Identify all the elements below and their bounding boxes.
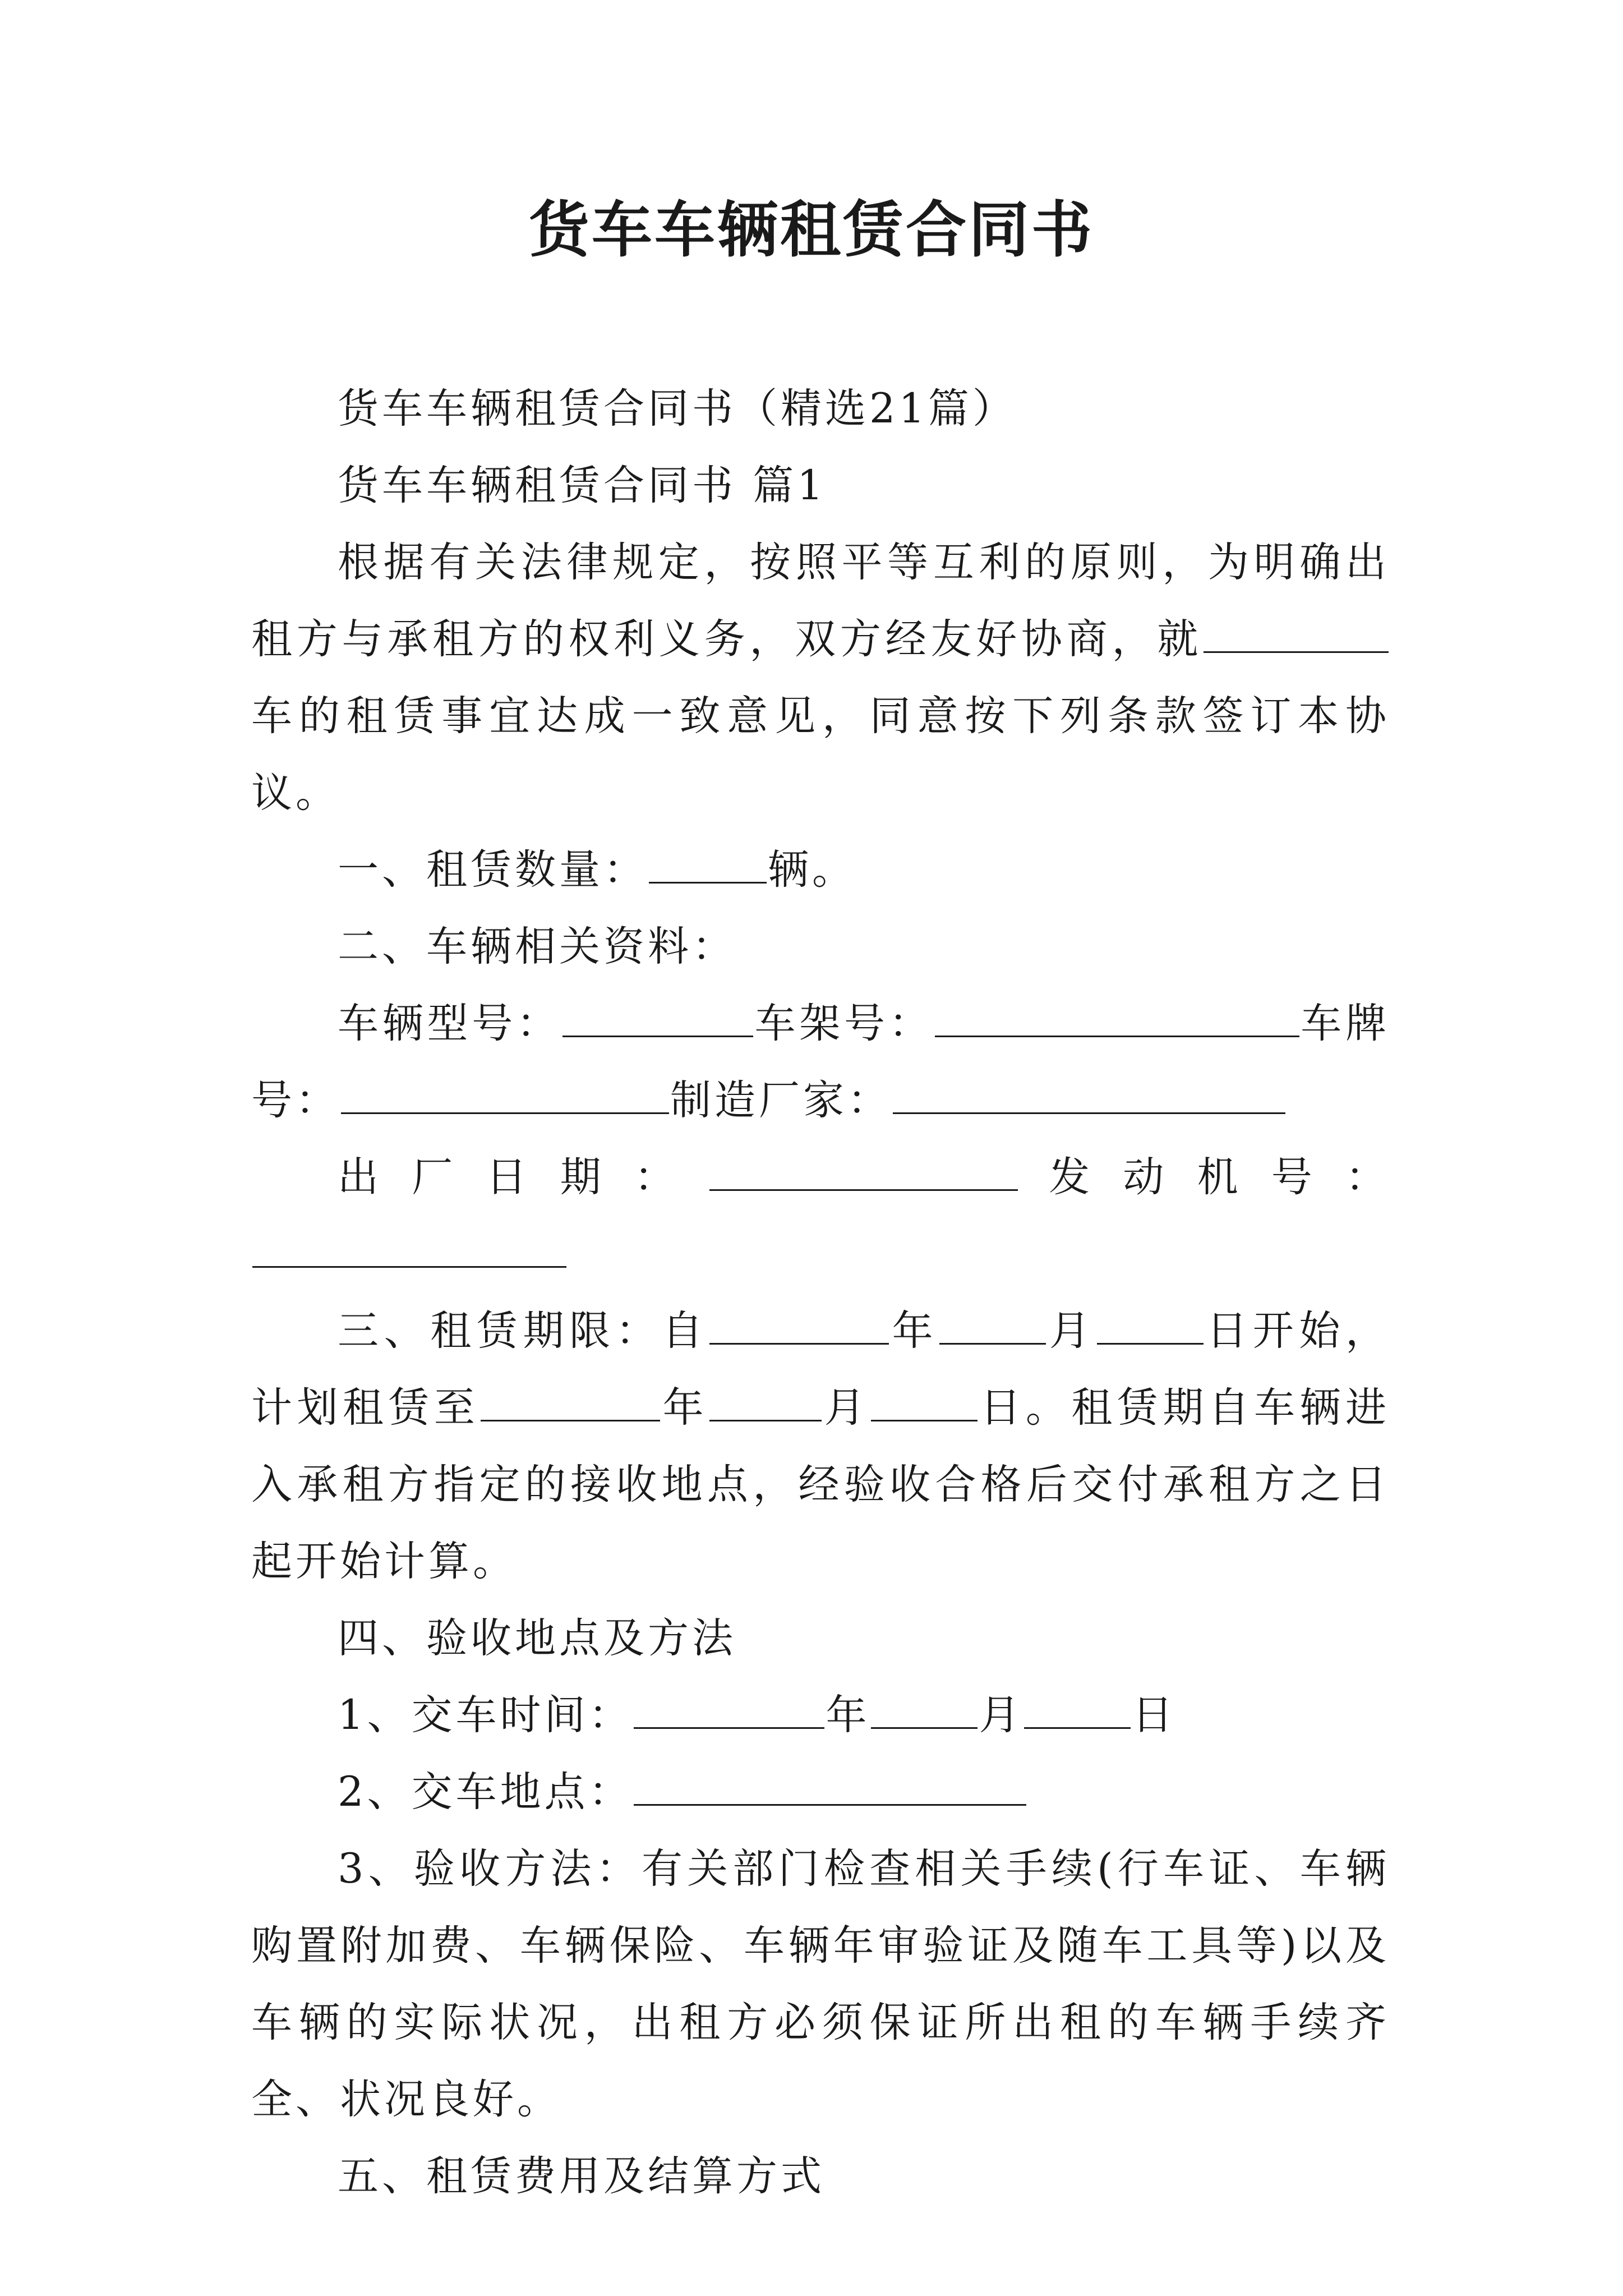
paragraph-fees-heading: 五、租赁费用及结算方式: [338, 2152, 825, 2200]
paragraph-subtitle: 货车车辆租赁合同书（精选21篇）: [338, 385, 1017, 432]
document-title: 货车车辆租赁合同书: [528, 195, 1094, 265]
blank-quantity[interactable]: [649, 847, 767, 884]
document-body: [251, 370, 1390, 2215]
paragraph-delivery-place: 2、交车地点：: [251, 1754, 1390, 1830]
blank-frame-number[interactable]: [935, 1001, 1299, 1037]
blank-engine-number[interactable]: [252, 1231, 566, 1268]
blank-vehicle-model[interactable]: [562, 1001, 753, 1037]
paragraph-delivery-time: 1、交车时间： 年 月 日: [338, 1691, 1177, 1739]
blank-end-year[interactable]: [481, 1385, 660, 1421]
paragraph-vehicle-info-heading: 二、车辆相关资料：: [338, 923, 736, 970]
paragraph-lease-quantity: 一、租赁数量： 辆。: [338, 846, 856, 894]
paragraph-preamble: 根据有关法律规定，按照平等互利的原则，为明确出租方与承租方的权利义务，双方经友好协商，就车的租赁事宜达成一致意见，同意按下列条款签订本协议。: [251, 539, 1390, 817]
blank-factory-date[interactable]: [709, 1154, 1018, 1191]
paragraph-section-heading: 货车车辆租赁合同书 篇1: [338, 462, 827, 509]
paragraph-factory-date: 出厂日期： 发动机号：: [251, 1139, 1390, 1292]
paragraph-vehicle-model: 车辆型号： 车架号： 车牌号： 制造厂家：: [251, 1000, 1390, 1124]
blank-delivery-year[interactable]: [634, 1692, 824, 1729]
blank-end-month[interactable]: [709, 1385, 822, 1421]
blank-delivery-place[interactable]: [634, 1769, 1026, 1806]
blank-delivery-month[interactable]: [871, 1692, 978, 1729]
blank-manufacturer[interactable]: [893, 1078, 1285, 1114]
blank-delivery-day[interactable]: [1024, 1692, 1131, 1729]
paragraph-lease-term: 三、租赁期限：自 年 月 日开始，计划租赁至 年 月 日。租赁期自车辆进入承租方指定的接收地点，经验收合格后交付承租方之日起开始计算。: [251, 1307, 1390, 1585]
blank-start-month[interactable]: [939, 1308, 1046, 1345]
paragraph-inspection-heading: 四、验收地点及方法: [338, 1614, 736, 1662]
blank-end-day[interactable]: [871, 1385, 978, 1421]
blank-plate-number[interactable]: [341, 1078, 669, 1114]
blank-start-day[interactable]: [1097, 1308, 1204, 1345]
paragraph-inspection-method: 3、验收方法：有关部门检查相关手续(行车证、车辆购置附加费、车辆保险、车辆年审验证及随车工具等)以及车辆的实际状况，出租方必须保证所出租的车辆手续齐全、状况良好。: [251, 1845, 1390, 2123]
blank-start-year[interactable]: [709, 1308, 889, 1345]
blank-vehicle[interactable]: [1204, 616, 1389, 653]
